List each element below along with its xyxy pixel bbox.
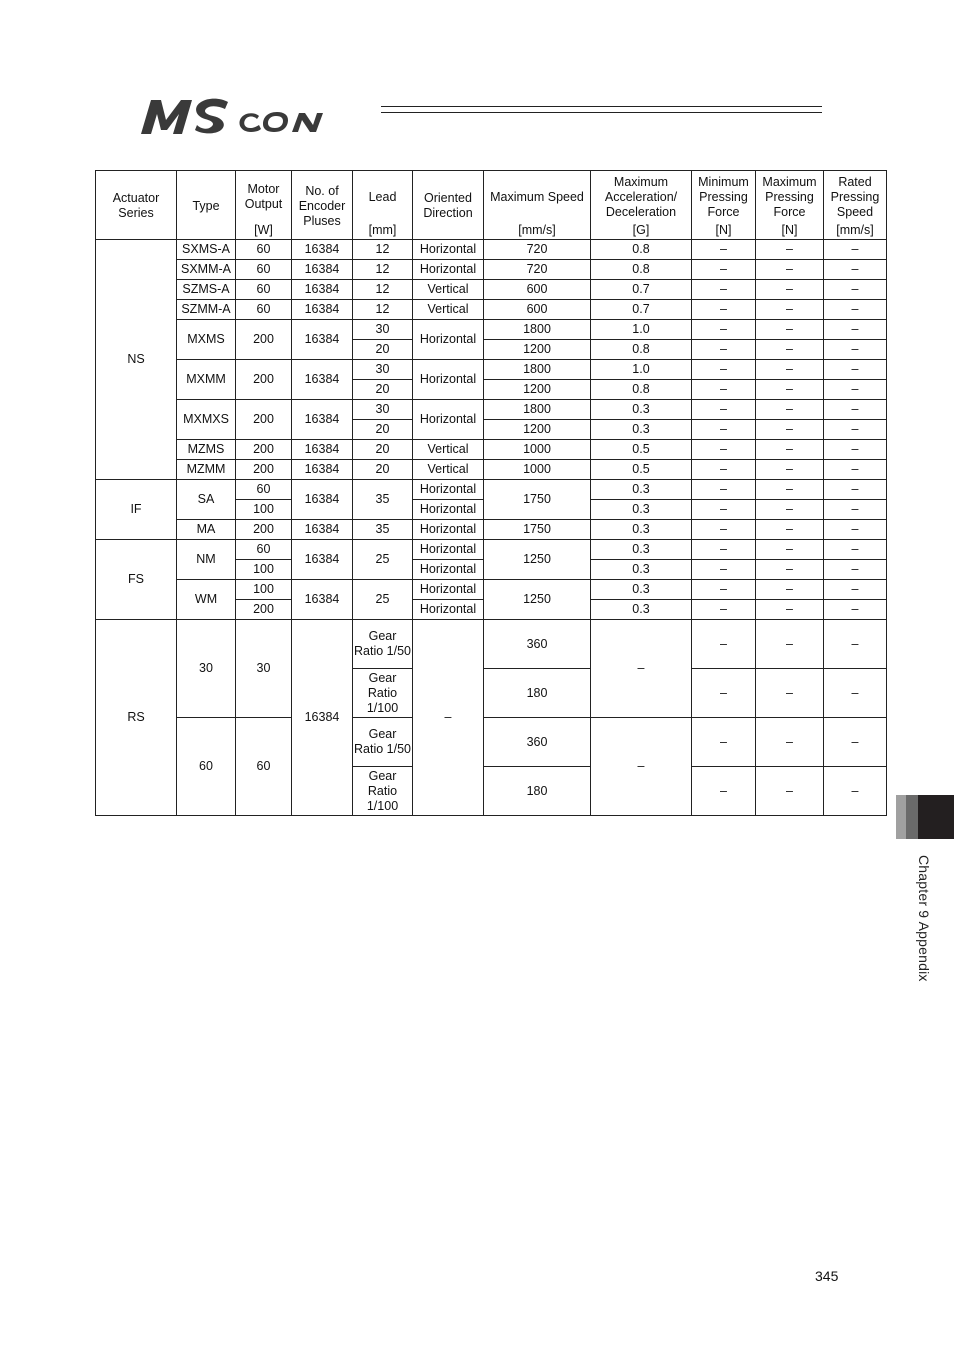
type-cell: MZMS bbox=[177, 440, 236, 460]
rated-speed-cell: – bbox=[824, 380, 887, 400]
type-cell: MXMM bbox=[177, 360, 236, 400]
accel-cell: 0.7 bbox=[591, 300, 692, 320]
min-force-cell: – bbox=[692, 420, 756, 440]
rated-speed-cell: – bbox=[824, 718, 887, 767]
min-force-cell: – bbox=[692, 280, 756, 300]
accel-cell: 0.8 bbox=[591, 380, 692, 400]
lead-cell: 12 bbox=[353, 300, 413, 320]
lead-cell: 20 bbox=[353, 460, 413, 480]
rated-speed-cell: – bbox=[824, 340, 887, 360]
accel-cell: – bbox=[591, 718, 692, 816]
min-force-cell: – bbox=[692, 380, 756, 400]
rated-speed-cell: – bbox=[824, 580, 887, 600]
max-force-cell: – bbox=[756, 560, 824, 580]
max-force-cell: – bbox=[756, 600, 824, 620]
max-force-cell: – bbox=[756, 500, 824, 520]
max-force-cell: – bbox=[756, 340, 824, 360]
accel-cell: 1.0 bbox=[591, 360, 692, 380]
type-cell: MXMXS bbox=[177, 400, 236, 440]
lead-cell: Gear Ratio 1/50 bbox=[353, 620, 413, 669]
accel-cell: 0.3 bbox=[591, 480, 692, 500]
encoder-cell: 16384 bbox=[292, 480, 353, 520]
speed-cell: 1800 bbox=[484, 320, 591, 340]
encoder-cell: 16384 bbox=[292, 300, 353, 320]
logo-text bbox=[0, 0, 1, 1]
type-cell: SXMS-A bbox=[177, 240, 236, 260]
header-max-force: Maximum Pressing Force bbox=[756, 171, 824, 222]
motor-cell: 200 bbox=[236, 520, 292, 540]
chapter-tab-mid bbox=[906, 795, 918, 839]
max-force-cell: – bbox=[756, 480, 824, 500]
speed-cell: 1800 bbox=[484, 400, 591, 420]
motor-cell: 100 bbox=[236, 560, 292, 580]
unit-rated-speed: [mm/s] bbox=[824, 221, 887, 240]
table-row bbox=[96, 280, 887, 300]
rated-speed-cell: – bbox=[824, 260, 887, 280]
header-row bbox=[96, 171, 887, 222]
header-direction: Oriented Direction bbox=[413, 171, 484, 240]
direction-cell: Horizontal bbox=[413, 240, 484, 260]
mscon-logo bbox=[137, 94, 369, 138]
min-force-cell: – bbox=[692, 460, 756, 480]
header-rule-top bbox=[381, 106, 822, 107]
header-speed: Maximum Speed bbox=[484, 171, 591, 222]
accel-cell: 0.3 bbox=[591, 600, 692, 620]
max-force-cell: – bbox=[756, 260, 824, 280]
accel-cell: 0.3 bbox=[591, 580, 692, 600]
table-row bbox=[96, 718, 887, 767]
motor-cell: 200 bbox=[236, 600, 292, 620]
min-force-cell: – bbox=[692, 540, 756, 560]
encoder-cell: 16384 bbox=[292, 260, 353, 280]
min-force-cell: – bbox=[692, 620, 756, 669]
max-force-cell: – bbox=[756, 580, 824, 600]
rated-speed-cell: – bbox=[824, 560, 887, 580]
min-force-cell: – bbox=[692, 300, 756, 320]
speed-cell: 720 bbox=[484, 240, 591, 260]
lead-cell: 20 bbox=[353, 340, 413, 360]
type-cell: 30 bbox=[177, 620, 236, 718]
unit-motor: [W] bbox=[236, 221, 292, 240]
speed-cell: 1000 bbox=[484, 460, 591, 480]
speed-cell: 1250 bbox=[484, 580, 591, 620]
max-force-cell: – bbox=[756, 620, 824, 669]
min-force-cell: – bbox=[692, 560, 756, 580]
encoder-cell: 16384 bbox=[292, 580, 353, 620]
series-cell: FS bbox=[96, 540, 177, 620]
speed-cell: 180 bbox=[484, 669, 591, 718]
lead-cell: 30 bbox=[353, 400, 413, 420]
speed-cell: 720 bbox=[484, 260, 591, 280]
direction-cell: Horizontal bbox=[413, 480, 484, 500]
header-accel: Maximum Acceleration/ Deceleration bbox=[591, 171, 692, 222]
header-rated-speed: Rated Pressing Speed bbox=[824, 171, 887, 222]
motor-cell: 60 bbox=[236, 540, 292, 560]
rated-speed-cell: – bbox=[824, 620, 887, 669]
series-cell: RS bbox=[96, 620, 177, 816]
max-force-cell: – bbox=[756, 718, 824, 767]
type-cell: MZMM bbox=[177, 460, 236, 480]
max-force-cell: – bbox=[756, 400, 824, 420]
lead-cell: 35 bbox=[353, 480, 413, 520]
motor-cell: 200 bbox=[236, 460, 292, 480]
table-row bbox=[96, 540, 887, 560]
direction-cell: Horizontal bbox=[413, 580, 484, 600]
lead-cell: Gear Ratio 1/100 bbox=[353, 767, 413, 816]
speed-cell: 600 bbox=[484, 280, 591, 300]
accel-cell: 0.8 bbox=[591, 260, 692, 280]
direction-cell: Horizontal bbox=[413, 500, 484, 520]
header-motor: Motor Output bbox=[236, 171, 292, 222]
header-lead: Lead bbox=[353, 171, 413, 222]
rated-speed-cell: – bbox=[824, 669, 887, 718]
motor-cell: 60 bbox=[236, 480, 292, 500]
encoder-cell: 16384 bbox=[292, 240, 353, 260]
accel-cell: 0.3 bbox=[591, 400, 692, 420]
max-force-cell: – bbox=[756, 360, 824, 380]
max-force-cell: – bbox=[756, 240, 824, 260]
speed-cell: 1800 bbox=[484, 360, 591, 380]
table-row bbox=[96, 260, 887, 280]
direction-cell: Horizontal bbox=[413, 260, 484, 280]
encoder-cell: 16384 bbox=[292, 280, 353, 300]
speed-cell: 360 bbox=[484, 718, 591, 767]
speed-cell: 360 bbox=[484, 620, 591, 669]
speed-cell: 1200 bbox=[484, 380, 591, 400]
rated-speed-cell: – bbox=[824, 300, 887, 320]
table-row bbox=[96, 580, 887, 600]
motor-cell: 200 bbox=[236, 400, 292, 440]
min-force-cell: – bbox=[692, 240, 756, 260]
min-force-cell: – bbox=[692, 500, 756, 520]
table-row bbox=[96, 300, 887, 320]
unit-accel: [G] bbox=[591, 221, 692, 240]
table-row bbox=[96, 320, 887, 340]
rated-speed-cell: – bbox=[824, 600, 887, 620]
min-force-cell: – bbox=[692, 480, 756, 500]
table-row bbox=[96, 620, 887, 669]
speed-cell: 1200 bbox=[484, 420, 591, 440]
rated-speed-cell: – bbox=[824, 540, 887, 560]
speed-cell: 1250 bbox=[484, 540, 591, 580]
type-cell: NM bbox=[177, 540, 236, 580]
lead-cell: 30 bbox=[353, 320, 413, 340]
max-force-cell: – bbox=[756, 669, 824, 718]
direction-cell: Horizontal bbox=[413, 520, 484, 540]
max-force-cell: – bbox=[756, 380, 824, 400]
type-cell: SXMM-A bbox=[177, 260, 236, 280]
motor-cell: 200 bbox=[236, 360, 292, 400]
accel-cell: 0.3 bbox=[591, 540, 692, 560]
motor-cell: 60 bbox=[236, 240, 292, 260]
encoder-cell: 16384 bbox=[292, 520, 353, 540]
min-force-cell: – bbox=[692, 400, 756, 420]
min-force-cell: – bbox=[692, 320, 756, 340]
lead-cell: Gear Ratio 1/100 bbox=[353, 669, 413, 718]
lead-cell: 25 bbox=[353, 540, 413, 580]
unit-lead: [mm] bbox=[353, 221, 413, 240]
speed-cell: 180 bbox=[484, 767, 591, 816]
unit-speed: [mm/s] bbox=[484, 221, 591, 240]
max-force-cell: – bbox=[756, 320, 824, 340]
max-force-cell: – bbox=[756, 440, 824, 460]
lead-cell: 30 bbox=[353, 360, 413, 380]
header-series: Actuator Series bbox=[96, 171, 177, 240]
header-min-force: Minimum Pressing Force bbox=[692, 171, 756, 222]
header-type: Type bbox=[177, 171, 236, 240]
lead-cell: 12 bbox=[353, 280, 413, 300]
motor-cell: 60 bbox=[236, 260, 292, 280]
type-cell: SZMM-A bbox=[177, 300, 236, 320]
min-force-cell: – bbox=[692, 440, 756, 460]
accel-cell: 0.3 bbox=[591, 420, 692, 440]
direction-cell: Horizontal bbox=[413, 400, 484, 440]
lead-cell: 35 bbox=[353, 520, 413, 540]
type-cell: SZMS-A bbox=[177, 280, 236, 300]
max-force-cell: – bbox=[756, 420, 824, 440]
rated-speed-cell: – bbox=[824, 500, 887, 520]
max-force-cell: – bbox=[756, 300, 824, 320]
accel-cell: 0.5 bbox=[591, 440, 692, 460]
rated-speed-cell: – bbox=[824, 767, 887, 816]
max-force-cell: – bbox=[756, 460, 824, 480]
rated-speed-cell: – bbox=[824, 320, 887, 340]
speed-cell: 1200 bbox=[484, 340, 591, 360]
direction-cell: Horizontal bbox=[413, 560, 484, 580]
lead-cell: 12 bbox=[353, 240, 413, 260]
direction-cell: Vertical bbox=[413, 440, 484, 460]
max-force-cell: – bbox=[756, 767, 824, 816]
min-force-cell: – bbox=[692, 520, 756, 540]
actuator-spec-table bbox=[95, 170, 887, 816]
series-cell: NS bbox=[96, 240, 177, 480]
max-force-cell: – bbox=[756, 520, 824, 540]
series-cell: IF bbox=[96, 480, 177, 540]
direction-cell: – bbox=[413, 620, 484, 816]
accel-cell: 0.8 bbox=[591, 240, 692, 260]
header-encoder: No. of Encoder Pluses bbox=[292, 171, 353, 240]
rated-speed-cell: – bbox=[824, 460, 887, 480]
type-cell: WM bbox=[177, 580, 236, 620]
min-force-cell: – bbox=[692, 260, 756, 280]
speed-cell: 1750 bbox=[484, 520, 591, 540]
speed-cell: 1000 bbox=[484, 440, 591, 460]
unit-max-force: [N] bbox=[756, 221, 824, 240]
rated-speed-cell: – bbox=[824, 360, 887, 380]
lead-cell: 20 bbox=[353, 380, 413, 400]
table-row bbox=[96, 520, 887, 540]
lead-cell: 25 bbox=[353, 580, 413, 620]
direction-cell: Horizontal bbox=[413, 600, 484, 620]
rated-speed-cell: – bbox=[824, 280, 887, 300]
motor-cell: 200 bbox=[236, 320, 292, 360]
encoder-cell: 16384 bbox=[292, 360, 353, 400]
encoder-cell: 16384 bbox=[292, 320, 353, 360]
max-force-cell: – bbox=[756, 540, 824, 560]
accel-cell: 0.7 bbox=[591, 280, 692, 300]
chapter-tab-dark bbox=[918, 795, 954, 839]
direction-cell: Vertical bbox=[413, 460, 484, 480]
min-force-cell: – bbox=[692, 718, 756, 767]
min-force-cell: – bbox=[692, 340, 756, 360]
direction-cell: Horizontal bbox=[413, 540, 484, 560]
table-row bbox=[96, 440, 887, 460]
lead-cell: 20 bbox=[353, 420, 413, 440]
lead-cell: 20 bbox=[353, 440, 413, 460]
min-force-cell: – bbox=[692, 360, 756, 380]
type-cell: MXMS bbox=[177, 320, 236, 360]
lead-cell: 12 bbox=[353, 260, 413, 280]
direction-cell: Vertical bbox=[413, 280, 484, 300]
lead-cell: Gear Ratio 1/50 bbox=[353, 718, 413, 767]
page-number: 345 bbox=[815, 1268, 839, 1284]
motor-cell: 60 bbox=[236, 718, 292, 816]
min-force-cell: – bbox=[692, 767, 756, 816]
type-cell: 60 bbox=[177, 718, 236, 816]
max-force-cell: – bbox=[756, 280, 824, 300]
rated-speed-cell: – bbox=[824, 520, 887, 540]
type-cell: SA bbox=[177, 480, 236, 520]
encoder-cell: 16384 bbox=[292, 540, 353, 580]
rated-speed-cell: – bbox=[824, 420, 887, 440]
accel-cell: 0.3 bbox=[591, 560, 692, 580]
encoder-cell: 16384 bbox=[292, 440, 353, 460]
accel-cell: 0.3 bbox=[591, 520, 692, 540]
rated-speed-cell: – bbox=[824, 480, 887, 500]
rated-speed-cell: – bbox=[824, 400, 887, 420]
table-row bbox=[96, 460, 887, 480]
min-force-cell: – bbox=[692, 580, 756, 600]
direction-cell: Horizontal bbox=[413, 320, 484, 360]
motor-cell: 100 bbox=[236, 500, 292, 520]
chapter-label: Chapter 9 Appendix bbox=[916, 855, 932, 982]
accel-cell: – bbox=[591, 620, 692, 718]
direction-cell: Vertical bbox=[413, 300, 484, 320]
accel-cell: 0.3 bbox=[591, 500, 692, 520]
encoder-cell: 16384 bbox=[292, 400, 353, 440]
table-row bbox=[96, 400, 887, 420]
unit-min-force: [N] bbox=[692, 221, 756, 240]
accel-cell: 0.5 bbox=[591, 460, 692, 480]
type-cell: MA bbox=[177, 520, 236, 540]
motor-cell: 30 bbox=[236, 620, 292, 718]
table-row bbox=[96, 480, 887, 500]
accel-cell: 1.0 bbox=[591, 320, 692, 340]
speed-cell: 1750 bbox=[484, 480, 591, 520]
accel-cell: 0.8 bbox=[591, 340, 692, 360]
motor-cell: 100 bbox=[236, 580, 292, 600]
header-rule-bottom bbox=[381, 112, 822, 113]
rated-speed-cell: – bbox=[824, 440, 887, 460]
min-force-cell: – bbox=[692, 600, 756, 620]
chapter-tab-light bbox=[896, 795, 906, 839]
direction-cell: Horizontal bbox=[413, 360, 484, 400]
table-row bbox=[96, 240, 887, 260]
speed-cell: 600 bbox=[484, 300, 591, 320]
motor-cell: 60 bbox=[236, 300, 292, 320]
rated-speed-cell: – bbox=[824, 240, 887, 260]
min-force-cell: – bbox=[692, 669, 756, 718]
motor-cell: 200 bbox=[236, 440, 292, 460]
encoder-cell: 16384 bbox=[292, 620, 353, 816]
encoder-cell: 16384 bbox=[292, 460, 353, 480]
table-row bbox=[96, 360, 887, 380]
motor-cell: 60 bbox=[236, 280, 292, 300]
